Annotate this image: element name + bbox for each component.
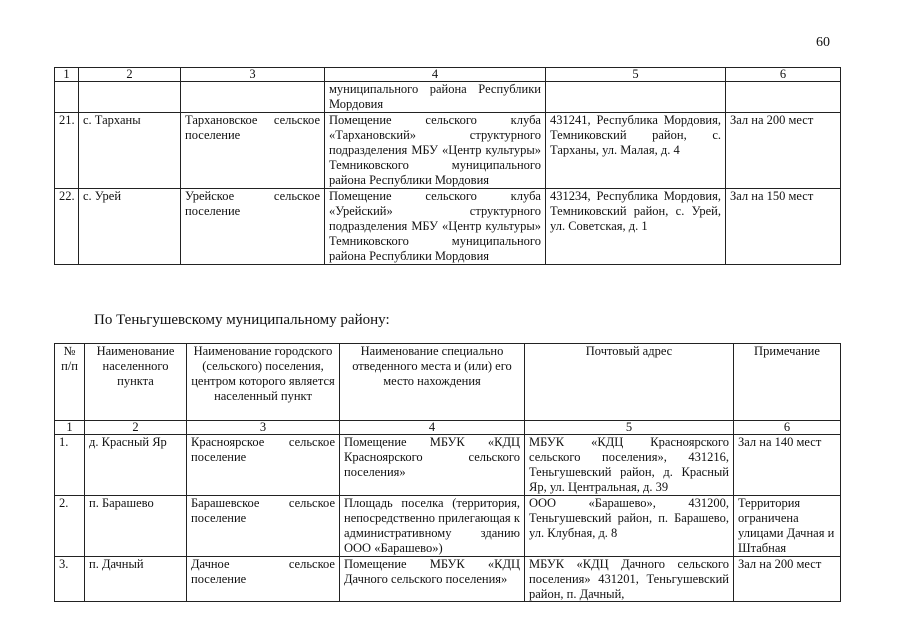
col-number: 3 (187, 421, 340, 435)
address-text: МБУК «КДЦ Дачного сельского поселения» 431201, Теньгушевский район, п. Дачный, (529, 557, 729, 601)
column-number-row (55, 68, 841, 82)
section-heading: По Теньгушевскому муниципальному району: (94, 312, 390, 328)
page-number: 60 (816, 35, 830, 50)
table-row (55, 189, 841, 265)
col-number: 3 (181, 68, 325, 82)
venue-cell: Помещение МБУК «КДЦ Дачного сельского поселения» (340, 557, 525, 602)
col-number: 4 (340, 421, 525, 435)
row-number: 22. (55, 189, 79, 265)
note-cell: Зал на 140 мест (734, 435, 841, 496)
settlement-cell: Тархановское сельское поселение (181, 113, 325, 189)
row-number: 3. (55, 557, 85, 602)
header-note: Примечание (734, 344, 841, 421)
col-number: 5 (525, 421, 734, 435)
venue-cell: Помещение МБУК «КДЦ Красноярского сельского поселения» (340, 435, 525, 496)
address-cell: 431241, Республика Мордовия, Темниковский район, с. Тарханы, ул. Малая, д. 4 (546, 113, 726, 189)
table-row-continuation (55, 82, 841, 113)
table-row (55, 113, 841, 189)
address-cell (525, 557, 734, 602)
note-cell: Территория ограничена улицами Дачная и Штабная (734, 496, 841, 557)
venue-cell: Площадь поселка (территория, непосредственно прилегающая к административному зданию ООО «Барашево») (340, 496, 525, 557)
table-row (55, 496, 841, 557)
address-cell: 431234, Республика Мордовия, Темниковский район, с. Урей, ул. Советская, д. 1 (546, 189, 726, 265)
header-settlement: Наименование городского (сельского) поселения, центром которого является населенный пункт (187, 344, 340, 421)
table-row (55, 435, 841, 496)
row-number: 21. (55, 113, 79, 189)
settlement-cell: Дачное сельское поселение (187, 557, 340, 602)
venues-table-tengushevo (54, 343, 841, 602)
venue-cell: муниципального района Республики Мордовия (325, 82, 546, 113)
table-row (55, 557, 841, 602)
header-locality: Наименование населенного пункта (85, 344, 187, 421)
locality-cell: с. Тарханы (79, 113, 181, 189)
header-num: № п/п (55, 344, 85, 421)
locality-cell: п. Барашево (85, 496, 187, 557)
locality-cell: д. Красный Яр (85, 435, 187, 496)
settlement-cell: Красноярское сельское поселение (187, 435, 340, 496)
col-number: 6 (734, 421, 841, 435)
header-address: Почтовый адрес (525, 344, 734, 421)
settlement-cell: Урейское сельское поселение (181, 189, 325, 265)
column-number-row (55, 421, 841, 435)
note-cell: Зал на 200 мест (726, 113, 841, 189)
col-number: 1 (55, 421, 85, 435)
row-number: 2. (55, 496, 85, 557)
venue-cell: Помещение сельского клуба «Урейский» структурного подразделения МБУ «Центр культуры» Темниковского муниципального района Республики Мордовия (325, 189, 546, 265)
col-number: 5 (546, 68, 726, 82)
venues-table-temnikov (54, 67, 841, 265)
venue-cell: Помещение сельского клуба «Тархановский» структурного подразделения МБУ «Центр культуры» Темниковского муниципального района Республики Мордовия (325, 113, 546, 189)
col-number: 4 (325, 68, 546, 82)
address-cell: МБУК «КДЦ Красноярского сельского поселения», 431216, Теньгушевский район, д. Красный Яр, ул. Центральная, д. 39 (525, 435, 734, 496)
row-number: 1. (55, 435, 85, 496)
col-number: 2 (79, 68, 181, 82)
settlement-cell: Барашевское сельское поселение (187, 496, 340, 557)
header-venue: Наименование специально отведенного места и (или) его место нахождения (340, 344, 525, 421)
note-cell: Зал на 200 мест (734, 557, 841, 602)
col-number: 1 (55, 68, 79, 82)
locality-cell: п. Дачный (85, 557, 187, 602)
locality-cell: с. Урей (79, 189, 181, 265)
col-number: 2 (85, 421, 187, 435)
header-row (55, 344, 841, 421)
note-cell: Зал на 150 мест (726, 189, 841, 265)
col-number: 6 (726, 68, 841, 82)
address-cell: ООО «Барашево», 431200, Теньгушевский район, п. Барашево, ул. Клубная, д. 8 (525, 496, 734, 557)
